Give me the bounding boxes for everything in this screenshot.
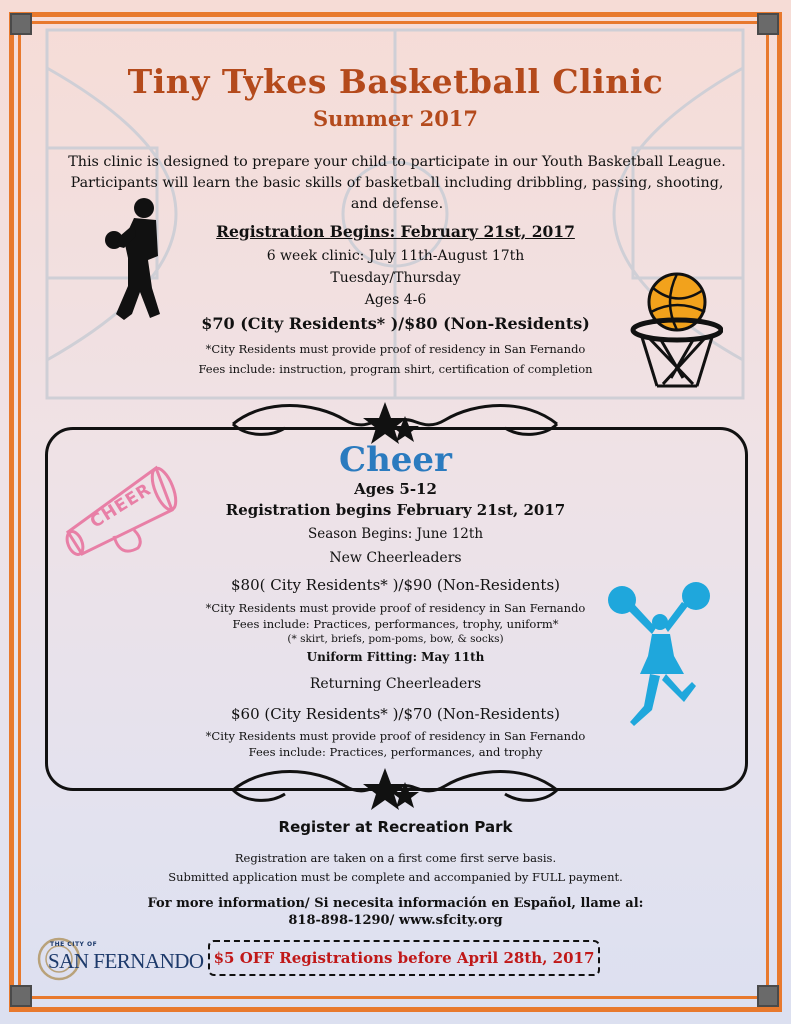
megaphone-icon	[60, 458, 180, 558]
payment-note: Submitted application must be complete and accompanied by FULL payment.	[168, 870, 623, 884]
corner-rivet-icon	[757, 985, 779, 1007]
bottom-flourish-ornament	[225, 764, 565, 816]
new-cheerleaders-price: $80( City Residents* )/$90 (Non-Residents)	[230, 576, 561, 594]
clinic-price: $70 (City Residents* )/$80 (Non-Residents)	[201, 314, 590, 333]
basketball-registration: Registration Begins: February 21st, 2017	[216, 222, 575, 241]
cheer-season-start: Season Begins: June 12th	[307, 526, 484, 542]
new-cheerleaders-heading: New Cheerleaders	[329, 550, 462, 566]
clinic-title: Tiny Tykes Basketball Clinic	[127, 62, 664, 101]
returning-cheerleaders-heading: Returning Cheerleaders	[309, 676, 482, 692]
basketball-hoop-icon	[623, 268, 723, 394]
uniform-detail: (* skirt, briefs, pom-poms, bow, & socks)	[287, 633, 504, 645]
cheer-registration: Registration begins February 21st, 2017	[225, 501, 566, 519]
returning-residency-note: *City Residents must provide proof of residency in San Fernando	[205, 729, 586, 743]
megaphone-text: CHEER	[86, 479, 156, 533]
contact-info: 818-898-1290/ www.sfcity.org	[288, 913, 503, 928]
corner-rivet-icon	[10, 13, 32, 35]
returning-fees: Fees include: Practices, performances, and trophy	[248, 745, 543, 759]
clinic-residency-note: *City Residents must provide proof of residency in San Fernando	[205, 342, 586, 356]
san-fernando-logo	[36, 936, 204, 982]
new-residency-note: *City Residents must provide proof of residency in San Fernando	[205, 601, 586, 615]
corner-rivet-icon	[757, 13, 779, 35]
clinic-fees: Fees include: instruction, program shirt, certification of completion	[198, 362, 593, 376]
cheer-ages: Ages 5-12	[354, 480, 437, 498]
clinic-ages: Ages 4-6	[364, 292, 427, 308]
new-fees: Fees include: Practices, performances, trophy, uniform*	[232, 617, 559, 631]
uniform-fitting-date: Uniform Fitting: May 11th	[306, 650, 485, 664]
clinic-days: Tuesday/Thursday	[330, 270, 461, 286]
clinic-duration: 6 week clinic: July 11th-August 17th	[266, 248, 525, 264]
returning-cheerleaders-price: $60 (City Residents* )/$70 (Non-Residents)	[230, 705, 561, 723]
discount-promo-banner: $5 OFF Registrations before April 28th, 2017	[208, 940, 600, 976]
corner-rivet-icon	[10, 985, 32, 1007]
first-come-note: Registration are taken on a first come first serve basis.	[234, 851, 557, 865]
more-info-text: For more information/ Si necesita información en Español, llame al:	[147, 896, 644, 911]
cheerleader-icon	[604, 582, 714, 732]
basketball-player-icon	[98, 196, 170, 326]
logo-top-text: THE CITY OF	[50, 941, 98, 948]
clinic-subtitle: Summer 2017	[312, 106, 479, 131]
register-location: Register at Recreation Park	[278, 818, 513, 836]
cheer-title: Cheer	[339, 440, 452, 480]
clinic-intro: This clinic is designed to prepare your child to participate in our Youth Basketball League. Participants will learn the basic skills of basketball including dribbling, passing, shooting, and defense.	[68, 154, 726, 212]
logo-name-text: SAN FERNANDO	[48, 949, 204, 973]
